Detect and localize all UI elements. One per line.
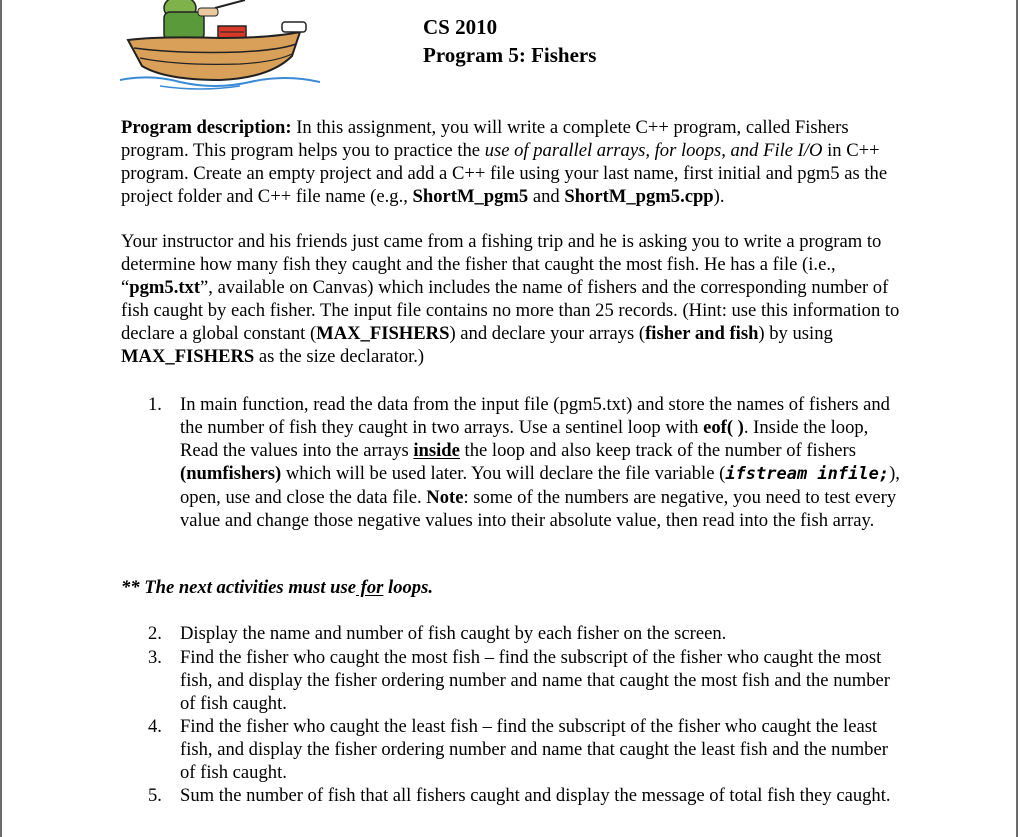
list-number: 1. [148,394,162,415]
fisherman-boat-clipart [120,0,320,92]
list-item-text: Display the name and number of fish caught by each fisher on the screen. [180,623,727,644]
intro-text: ) by using [758,323,833,344]
program-description [121,116,906,208]
loops-note [121,576,433,599]
list-item-text [180,393,900,532]
inside-emphasis: inside [413,440,460,461]
intro-text: as the size declarator.) [254,346,425,367]
item-text: . Inside the loop, Read the values into the arrays [180,417,869,461]
array-names: fisher and fish [645,323,759,344]
list-number: 5. [148,785,162,806]
intro-paragraph [121,230,906,368]
page-right-edge [1016,0,1018,837]
item-text: the loop and also keep track of the number of fishers [459,440,856,461]
description-label: Program description: [121,117,292,138]
example-file-name: ShortM_pgm5.cpp [564,186,714,207]
note-label: Note [426,487,464,508]
list-number: 4. [148,716,162,737]
intro-text: ”, available on Canvas) which includes the name of fishers and the corresponding number of fish caught by each fisher. The input file contains no more than 25 records. (Hint: use this information to declare a global constant ( [121,277,900,344]
list-item-text: Sum the number of fish that all fishers caught and display the message of total fish they caught. [180,785,891,806]
intro-text: Your instructor and his friends just came from a fishing trip and he is asking you to write a program to determine how many fish they caught and the fisher that caught the most fish. He has a file (i.e., “ [121,231,882,298]
list-item-text: Find the fisher who caught the most fish – find the subscript of the fisher who caught the most fish, and display the fisher ordering number and name that caught the most fish and the number of fish caught. [180,647,890,714]
description-text: In this assignment, you will write a complete C++ program, called Fishers program. This program helps you to practice the [121,117,849,161]
loops-note-text: loops. [383,577,433,598]
input-filename: pgm5.txt [129,277,201,298]
item-text: In main function, read the data from the input file (pgm5.txt) and store the names of fishers and the number of fish they caught in two arrays. Use a sentinel loop with [180,394,890,438]
constant-name: MAX_FISHERS [316,323,450,344]
constant-name: MAX_FISHERS [121,346,255,367]
description-text: ). [713,186,725,207]
title-block [423,13,596,69]
code-snippet: ifstream infile; [725,464,890,484]
list-item-text: Find the fisher who caught the least fish – find the subscript of the fisher who caught the least fish, and display the fisher ordering number and name that caught the least fish and the number of fish caught. [180,716,888,783]
eof-function: eof( ) [703,417,744,438]
item-text: : some of the numbers are negative, you need to test every value and change those negative values into their absolute value, then read into the fish array. [180,487,897,531]
item-text: which will be used later. You will declare the file variable ( [281,463,726,484]
loops-note-text: ** The next activities must use [121,577,357,598]
example-folder-name: ShortM_pgm5 [412,186,529,207]
intro-text: ) and declare your arrays ( [449,323,646,344]
numfishers-variable: (numfishers) [180,463,282,484]
description-text: in C++ program. Create an empty project and add a C++ file using your last name, first initial and pgm5 as the project folder and C++ file name (e.g., [121,140,888,207]
description-emphasis: use of parallel arrays, for loops, and File I/O [484,140,823,161]
list-number: 3. [148,647,162,668]
description-text: and [528,186,565,207]
list-number: 2. [148,623,162,644]
item-text: ), open, use and close the data file. [180,463,900,508]
for-keyword: for [356,577,384,598]
page-left-edge [0,0,2,837]
course-title: CS 2010 [423,15,498,39]
program-title: Program 5: Fishers [423,43,597,67]
